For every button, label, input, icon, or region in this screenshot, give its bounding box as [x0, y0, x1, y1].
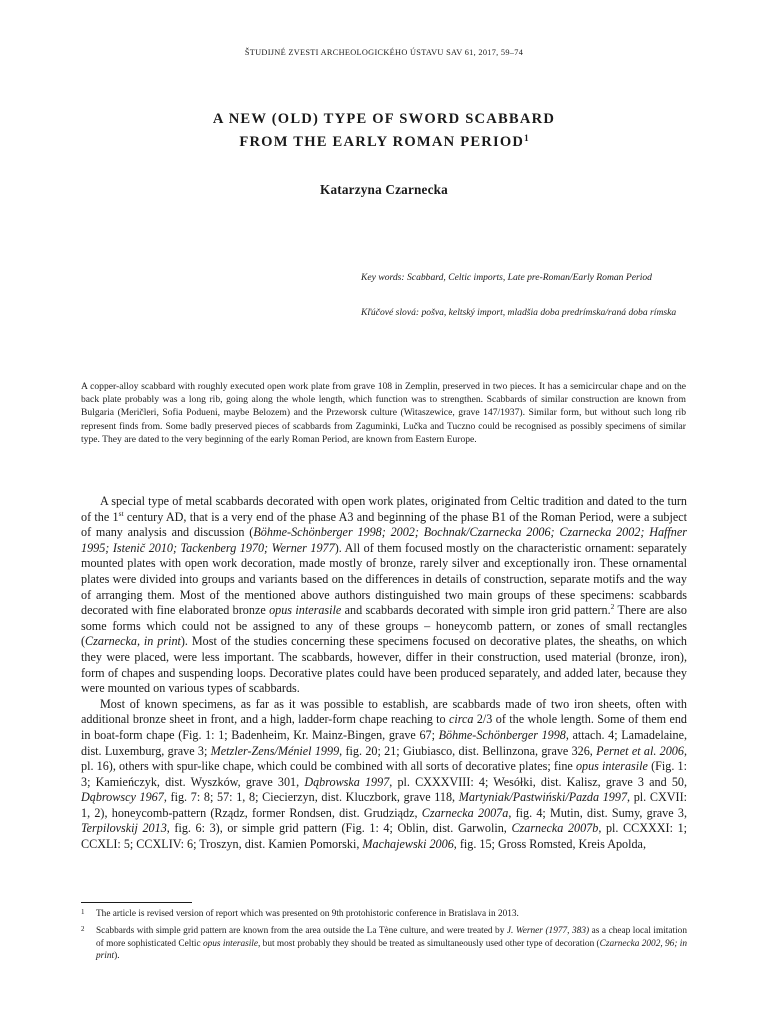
title-line-2: [0, 129, 768, 152]
latin-term: circa: [448, 712, 474, 727]
keywords-slovak: Kľúčové slová: pošva, keltský import, mladšia doba predrímska/raná doba rímska: [361, 307, 677, 318]
footnote-mark[interactable]: 2: [610, 602, 615, 612]
text: A special type of metal scabbards decorated with open work plates, originated from Celtic tradition and dated to the turn of the 1: [81, 494, 687, 524]
title-line-2-text: FROM THE EARLY ROMAN PERIOD: [239, 134, 525, 150]
body-paragraph-2: [81, 697, 687, 853]
abstract: A copper-alloy scabbard with roughly executed open work plate from grave 108 in Zemplin, preserved in two pieces. It has a semicircular chape and on the back plate probably was a long rib, going along the whole length, which function was to strengthen. Scabbards of similar construction are known from Bulgaria (Meričleri, Sofia Podueni, maybe Belozem) and the Przeworsk culture (Witaszewice, grave 147/1937). Similar form, but without such long rib represent finds from. Some badly preserved pieces of scabbards from Zaguminki, Lučka and Tuczno could be recognised as possibly specimens of similar type. They are dated to the very beginning of the early Roman Period, are known from Eastern Europe.: [81, 381, 686, 445]
footnote-number: 1: [81, 908, 85, 916]
text: and scabbards decorated with simple iron grid pattern.: [341, 603, 611, 618]
text: ). Most of the studies concerning these specimens focused on decorative plates, the sheaths, on which they were placed, were less important. The scabbards, however, differ in their construction, used material (bronze, iron), form of chapes and suspending loops. Decorative plates could have been produced separately, and added later, because they were mounted on various types of scabbards.: [81, 634, 687, 696]
citation: Dąbrowska 1997: [304, 774, 390, 789]
citation: Böhme-Schönberger 1998: [438, 727, 566, 742]
text: , pl. 16), others with spur-like chape, which could be combined with all sorts of decorative plates; fine: [81, 743, 687, 774]
text: There are also some forms which could not be assigned to any of these groups – honeycomb pattern, or zones of small rectangles (: [81, 603, 687, 649]
footnote-number: 2: [81, 924, 85, 933]
keywords-english: Key words: Scabbard, Celtic imports, Late pre-Roman/Early Roman Period: [361, 272, 652, 283]
author-name: Katarzyna Czarnecka: [320, 182, 448, 197]
text: ). All of them focused mostly on the characteristic ornament: separately mounted plates with open work decoration, made mostly of bronze, rarely silver and exceptionally iron. These ornamental plates were divided into groups and variants based on the differences in details of construction, separate motifs and the way of arranging them. Most of the mentioned above authors distinguished two main groups of these specimens: scabbards decorated with fine elaborated bronze: [81, 540, 687, 618]
text: as a cheap local imitation of more sophisticated Celtic: [96, 925, 687, 949]
citation: Czarnecka, in print: [85, 634, 181, 649]
title-footnote-mark[interactable]: 1: [524, 133, 529, 143]
text: , pl. CCXXXI: 1; CCXLI: 5; CCXLIV: 6; Troszyn, dist. Kamien Pomorski,: [81, 821, 688, 852]
text: 2/3 of the whole length. Some of them end in boat-form chape (Fig. 1: 1; Badenheim, Kr. Mainz-Bingen, grave 67;: [81, 712, 687, 742]
citation: Czarnecka 2007a: [421, 805, 509, 820]
latin-term: opus interasile: [202, 938, 259, 949]
running-head: ŠTUDIJNÉ ZVESTI ARCHEOLOGICKÉHO ÚSTAVU SAV 61, 2017, 59–74: [244, 48, 524, 57]
footnote-1: [81, 908, 687, 921]
text: , but most probably they should be treated as simultaneously used other type of decoration (: [258, 938, 600, 949]
citation: J. Werner (1977, 383): [506, 925, 590, 936]
text: , fig. 6: 3), or simple grid pattern (Fig. 1: 4; Oblin, dist. Garwolin,: [166, 821, 512, 836]
citation: Machajewski 2006: [362, 837, 454, 852]
body-paragraph-1: [81, 494, 687, 697]
text: , fig. 15; Gross Romsted, Kreis Apolda,: [453, 837, 646, 852]
citation: Czarnecka 2002, 96; in print: [96, 938, 687, 962]
footnote-text: The article is revised version of report which was presented on 9th protohistoric conference in Bratislava in 2013.: [96, 909, 519, 919]
text: , fig. 7: 8; 57: 1, 8; Ciecierzyn, dist. Kluczbork, grave 118,: [163, 790, 459, 805]
footnote-divider: [81, 902, 192, 903]
text: century AD, that is a very end of the phase A3 and beginning of the phase B1 of the Roman Period, were a subject of many analysis and discussion (: [81, 509, 687, 540]
citation: Terpilovskij 2013: [81, 821, 167, 836]
text: , pl. CXXXVIII: 4; Wesółki, dist. Kalisz, grave 3 and 50,: [389, 774, 687, 789]
footnotes: [81, 908, 687, 967]
text: ).: [114, 951, 120, 962]
text: Scabbards with simple grid pattern are known from the area outside the La Tène culture, and were treated by: [96, 925, 507, 936]
text: , fig. 4; Mutin, dist. Sumy, grave 3,: [508, 805, 687, 820]
text: (Fig. 1: 3; Kamieńczyk, dist. Wyszków, grave 301,: [81, 759, 687, 789]
citation: Pernet et al. 2006: [596, 743, 684, 758]
citation: Martyniak/Pastwiński/Pazda 1997: [458, 790, 628, 805]
citation: Böhme-Schönberger 1998; 2002; Bochnak/Czarnecka 2006; Czarnecka 2002; Haffner 1995; Istenič 2010; Tackenberg 1970; Werner 1977: [81, 525, 687, 555]
latin-term: opus interasile: [575, 759, 648, 774]
text: , attach. 4; Lamadelaine, dist. Luxemburg, grave 3;: [81, 727, 687, 758]
footnote-2: [81, 925, 687, 963]
article-title: [0, 110, 768, 152]
ordinal-suffix: st: [118, 508, 124, 518]
title-line-1: A NEW (OLD) TYPE OF SWORD SCABBARD: [212, 111, 556, 127]
article-body: [81, 494, 687, 853]
text: , pl. CXVII: 1, 2), honeycomb-pattern (Rządz, former Rondsen, dist. Grudziądz,: [81, 790, 687, 820]
citation: Metzler-Zens/Méniel 1999: [210, 743, 340, 758]
latin-term: opus interasile: [269, 603, 342, 618]
citation: Dąbrowscy 1967: [81, 790, 164, 805]
text: Most of known specimens, as far as it was possible to establish, are scabbards made of two iron sheets, often with additional bronze sheet in front, and a high, ladder-form chape reaching to: [81, 696, 687, 727]
text: , fig. 20; 21; Giubiasco, dist. Bellinzona, grave 326,: [339, 743, 597, 758]
citation: Czarnecka 2007b: [511, 821, 599, 836]
